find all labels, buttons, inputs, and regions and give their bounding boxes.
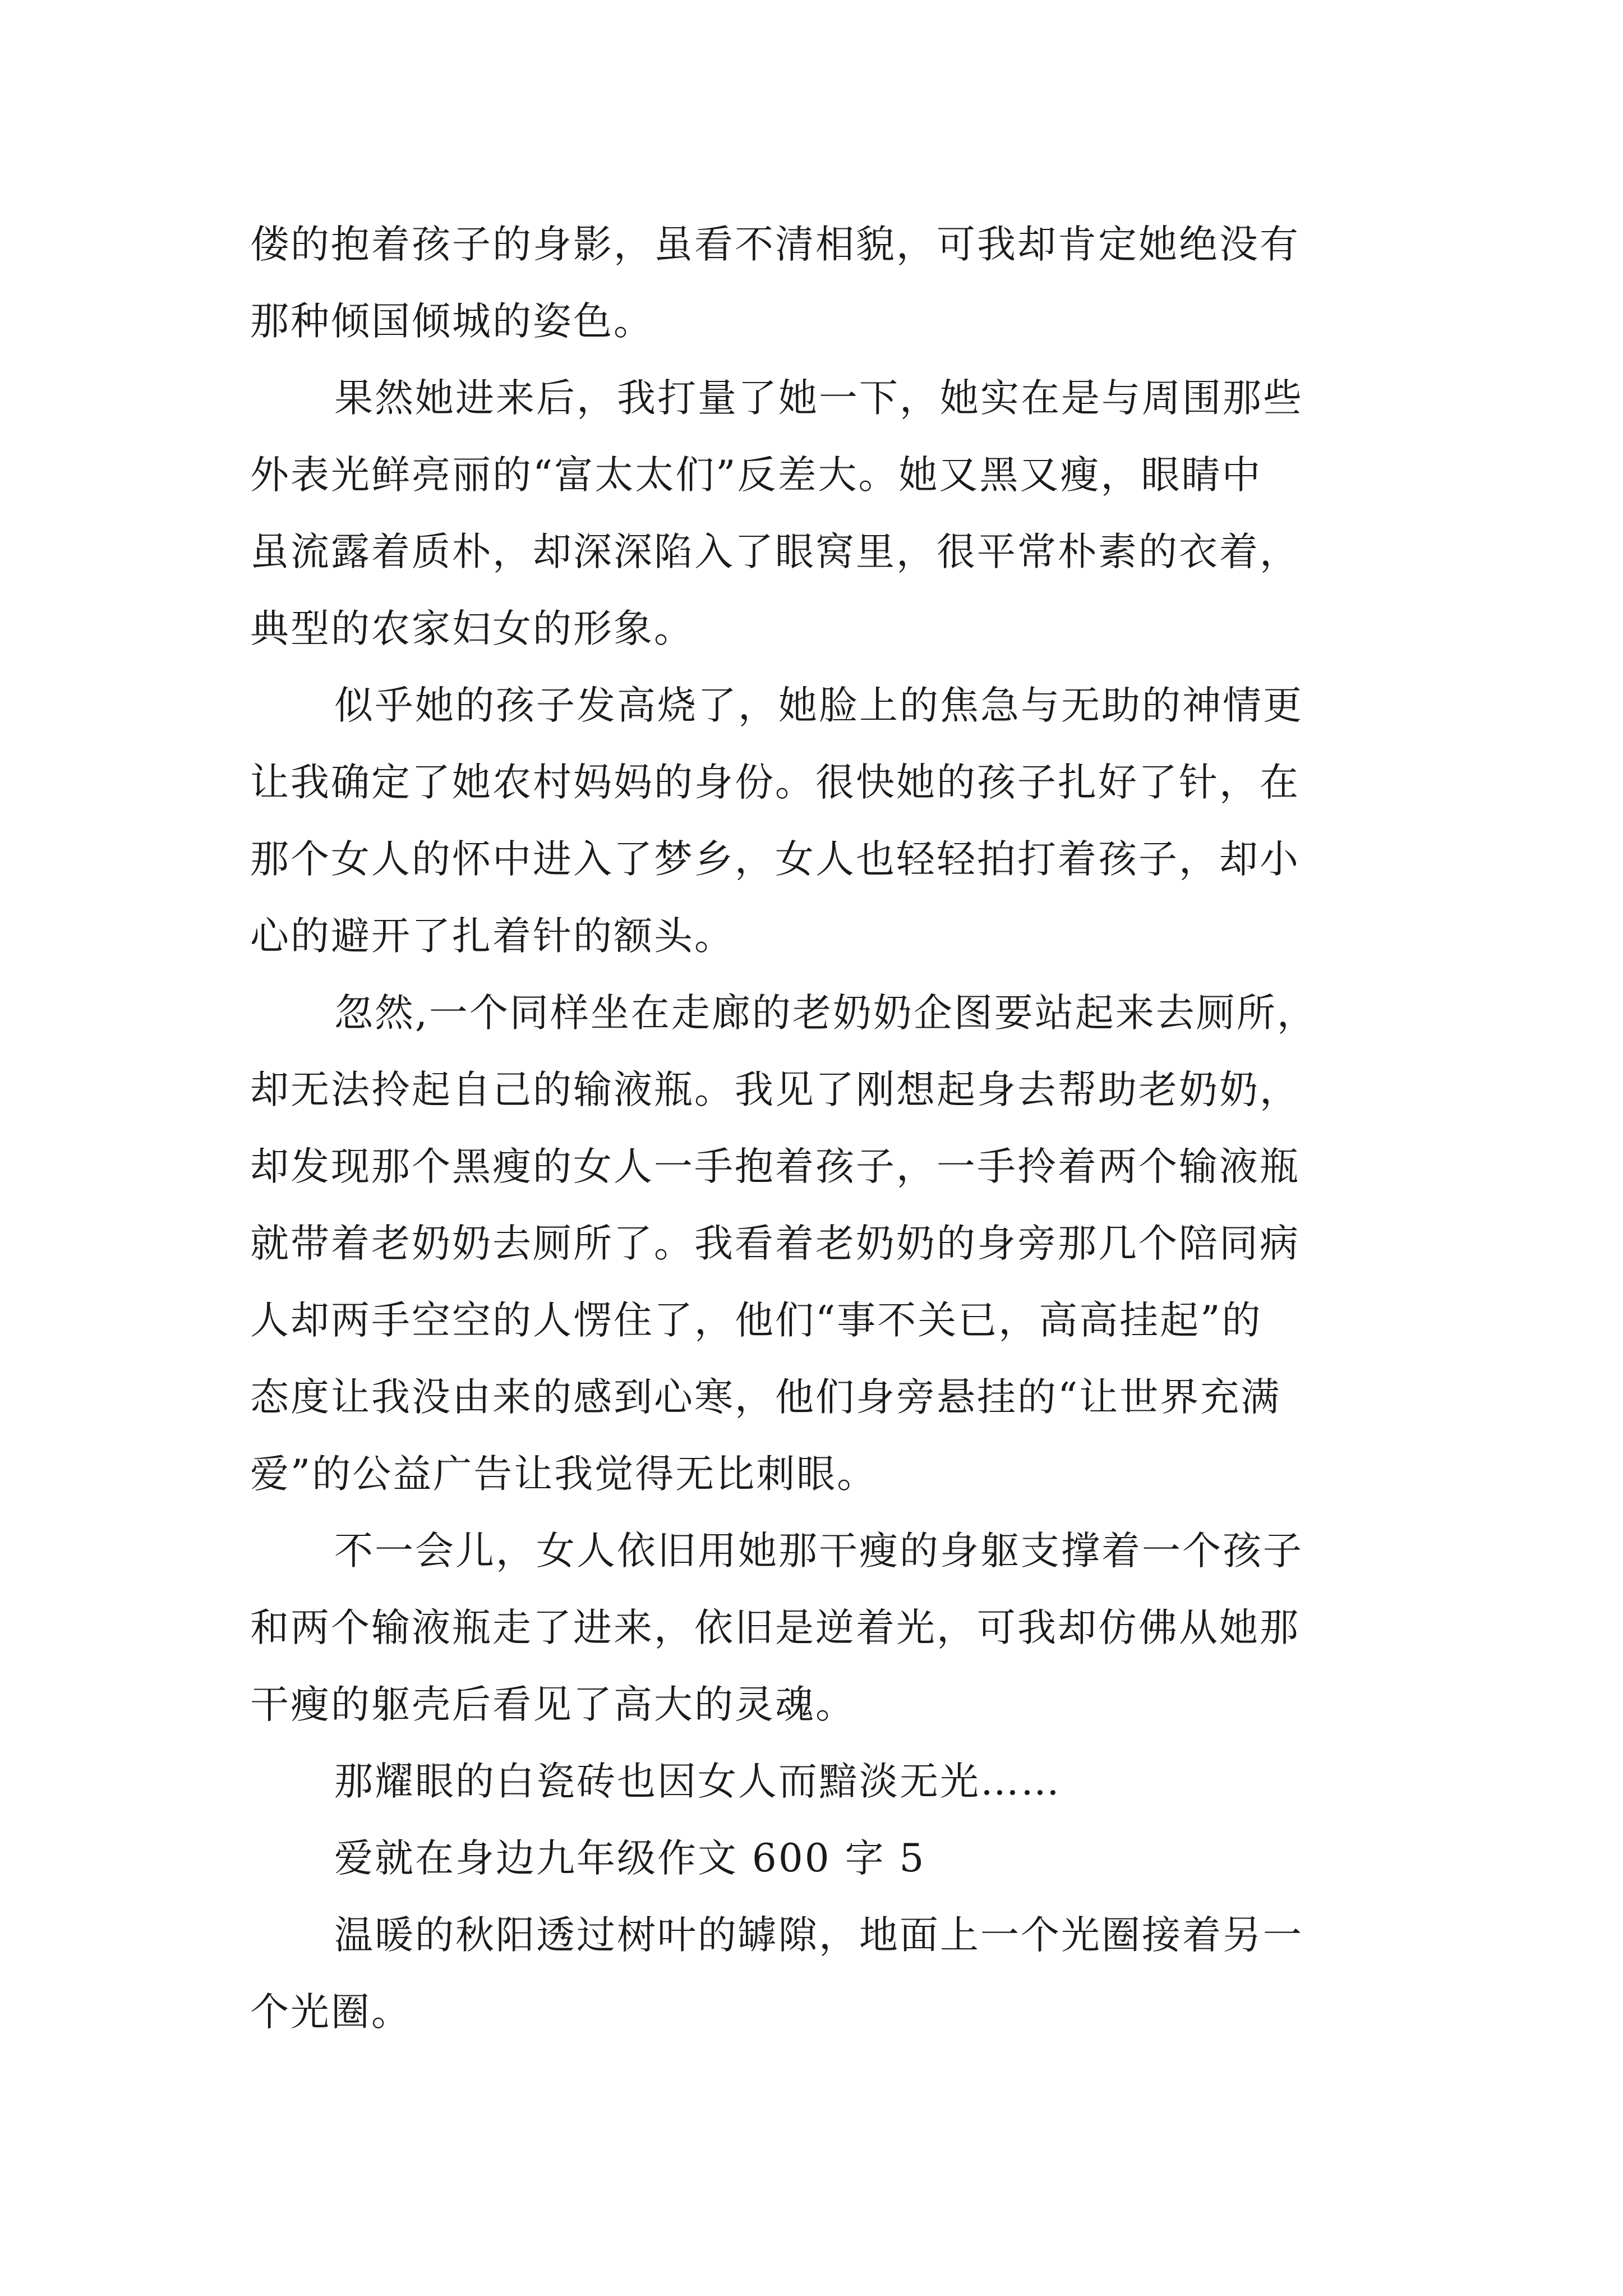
text-line: 人却两手空空的人愣住了，他们“事不关已，高高挂起”的 — [250, 1298, 1262, 1343]
text-line: 却无法拎起自己的输液瓶。我见了刚想起身去帮助老奶奶， — [250, 1068, 1300, 1112]
text-line: 让我确定了她农村妈妈的身份。很快她的孩子扎好了针，在 — [250, 760, 1300, 805]
text-line: 就带着老奶奶去厕所了。我看着老奶奶的身旁那几个陪同病 — [250, 1221, 1300, 1266]
text-line: 态度让我没由来的感到心寒，他们身旁悬挂的“让世界充满 — [250, 1375, 1281, 1420]
text-line: 偻的抱着孩子的身影，虽看不清相貌，可我却肯定她绝没有 — [250, 222, 1300, 267]
text-line: 那种倾国倾城的姿色。 — [250, 299, 654, 344]
text-line: 那个女人的怀中进入了梦乡，女人也轻轻拍打着孩子，却小 — [250, 837, 1300, 882]
text-line: 心的避开了扎着针的额头。 — [250, 914, 735, 959]
text-line: 却发现那个黑瘦的女人一手抱着孩子，一手拎着两个输液瓶 — [250, 1144, 1300, 1189]
text-line: 个光圈。 — [250, 1990, 412, 2035]
text-line: 果然她进来后，我打量了她一下，她实在是与周围那些 — [334, 376, 1303, 421]
text-line: 不一会儿，女人依旧用她那干瘦的身躯支撑着一个孩子 — [334, 1529, 1303, 1573]
text-line: 那耀眼的白瓷砖也因女人而黯淡无光…… — [334, 1759, 1061, 1804]
document-body — [250, 206, 1417, 2051]
text-line: 典型的农家妇女的形象。 — [250, 606, 694, 651]
text-line: 虽流露着质朴，却深深陷入了眼窝里，很平常朴素的衣着， — [250, 530, 1300, 574]
text-line: 外表光鲜亮丽的“富太太们”反差大。她又黑又瘦，眼睛中 — [250, 453, 1262, 498]
text-line: 和两个输液瓶走了进来，依旧是逆着光，可我却仿佛从她那 — [250, 1605, 1300, 1650]
section-heading: 爱就在身边九年级作文 600 字 5 — [334, 1836, 926, 1881]
text-line: 爱”的公益广告让我觉得无比刺眼。 — [250, 1452, 878, 1497]
text-line: 似乎她的孩子发高烧了，她脸上的焦急与无助的神情更 — [334, 683, 1303, 728]
text-line: 温暖的秋阳透过树叶的罅隙，地面上一个光圈接着另一 — [334, 1913, 1303, 1958]
text-line: 忽然,一个同样坐在走廊的老奶奶企图要站起来去厕所， — [334, 991, 1317, 1036]
text-line: 干瘦的躯壳后看见了高大的灵魂。 — [250, 1682, 856, 1727]
